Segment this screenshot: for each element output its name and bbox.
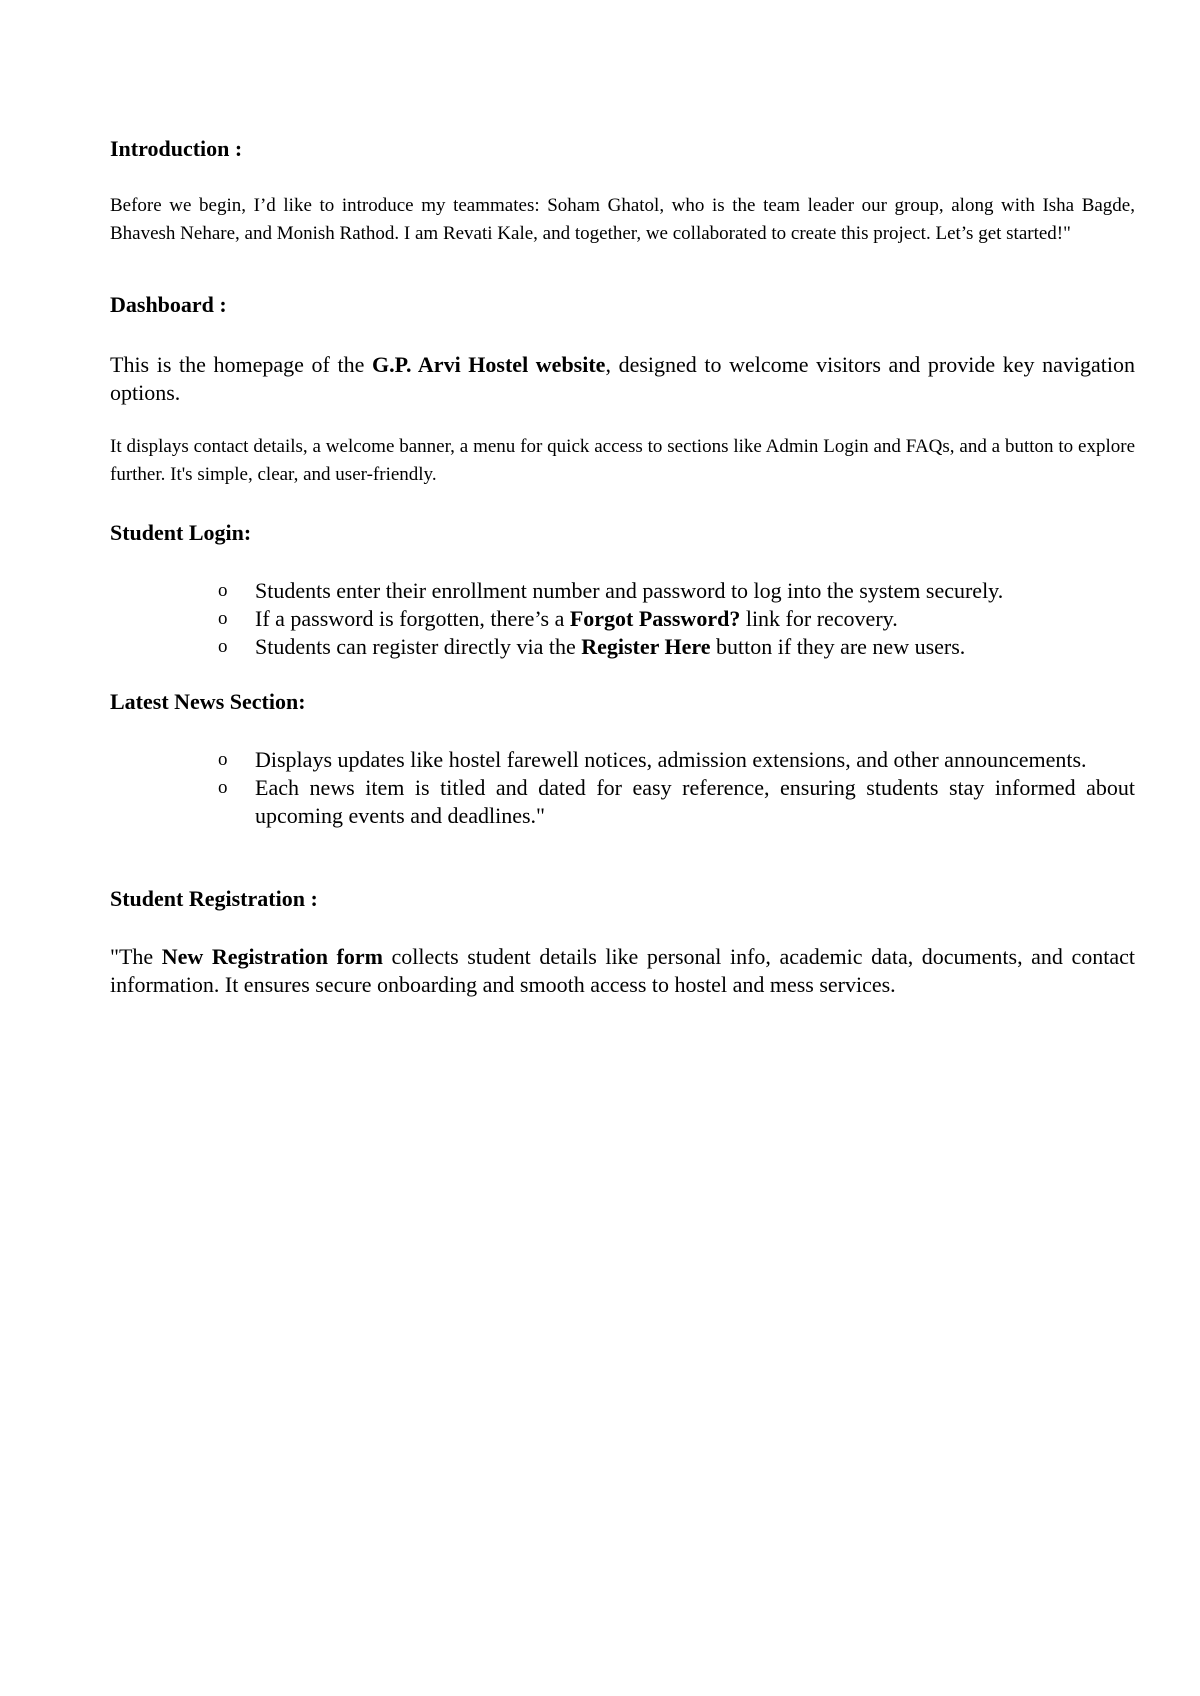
bullet-marker: o <box>218 636 228 657</box>
dashboard-paragraph-1 <box>110 351 1135 407</box>
student-login-list <box>218 577 1135 661</box>
dashboard-text-after: , designed to welcome visitors and provide key navigation options. <box>110 352 1135 405</box>
dashboard-text-before: This is the homepage of the <box>110 352 372 377</box>
list-item: o Students can register directly via the Register Here button if they are new users. <box>218 634 966 659</box>
new-registration-form-label: New Registration form <box>161 944 383 969</box>
site-name: G.P. Arvi Hostel website <box>371 352 606 377</box>
list-item: o Displays updates like hostel farewell notices, admission extensions, and other announcements. <box>218 747 1087 772</box>
introduction-heading: Introduction : <box>110 136 243 161</box>
student-login-heading: Student Login: <box>110 520 252 545</box>
list-item: o If a password is forgotten, there’s a Forgot Password? link for recovery. <box>218 606 898 631</box>
forgot-password-label: Forgot Password? <box>569 606 741 631</box>
student-registration-paragraph: "The New Registration form collects student details like personal info, academic data, documents, and contact information. It ensures secure onboarding and smooth access to hostel and mess services. <box>110 944 1135 997</box>
list-item: o Students enter their enrollment number and password to log into the system securely. <box>218 578 1004 603</box>
register-here-label: Register Here <box>581 634 711 659</box>
student-registration-heading: Student Registration : <box>110 886 318 911</box>
dashboard-heading: Dashboard : <box>110 292 227 317</box>
list-item: o Each news item is titled and dated for easy reference, ensuring students stay informed about upcoming events and deadlines." <box>218 775 1135 828</box>
bullet-marker: o <box>218 777 228 798</box>
bullet-marker: o <box>218 749 228 770</box>
bullet-marker: o <box>218 580 228 601</box>
introduction-paragraph: Before we begin, I’d like to introduce my teammates: Soham Ghatol, who is the team leader our group, along with Isha Bagde, Bhavesh Nehare, and Monish Rathod. I am Revati Kale, and together, we collaborated to create this project. Let’s get started!" <box>110 195 1135 244</box>
latest-news-heading: Latest News Section: <box>110 689 306 714</box>
dashboard-paragraph-2: It displays contact details, a welcome banner, a menu for quick access to sections like Admin Login and FAQs, and a button to explore further. It's simple, clear, and user-friendly. <box>110 436 1135 485</box>
bullet-marker: o <box>218 608 228 629</box>
latest-news-list <box>218 746 1135 830</box>
